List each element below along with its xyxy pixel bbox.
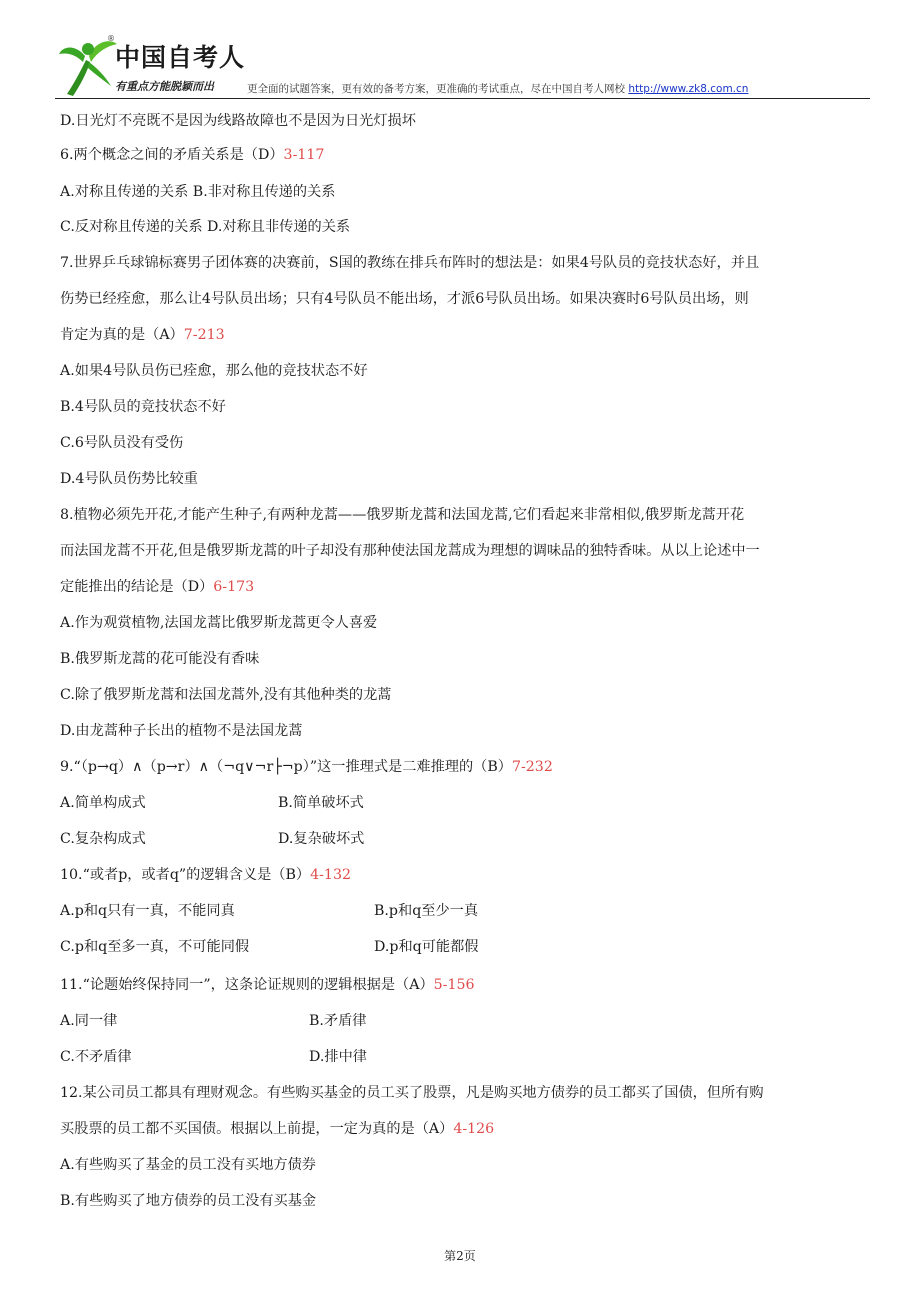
line-text: C.不矛盾律 bbox=[60, 1049, 132, 1065]
option-second-column: B.p和q至少一真 bbox=[374, 903, 479, 919]
registered-mark: ® bbox=[107, 34, 115, 43]
textbook-reference: 5-156 bbox=[433, 977, 475, 993]
line-text: C.反对称且传递的关系 D.对称且非传递的关系 bbox=[60, 219, 351, 235]
text-line bbox=[60, 434, 183, 452]
textbook-reference: 4-132 bbox=[310, 867, 352, 883]
text-line bbox=[60, 758, 553, 776]
text-line bbox=[60, 362, 368, 380]
line-text: 9.“（p→q）∧（p→r）∧（¬q∨¬r├¬p）”这一推理式是二难推理的（B） bbox=[60, 759, 512, 775]
line-text: D.4号队员伤势比较重 bbox=[60, 471, 198, 487]
line-text: C.p和q至多一真，不可能同假 bbox=[60, 939, 250, 955]
line-text: 10.“或者p，或者q”的逻辑含义是（B） bbox=[60, 867, 311, 883]
line-text: C.除了俄罗斯龙蒿和法国龙蒿外,没有其他种类的龙蒿 bbox=[60, 687, 392, 703]
text-line bbox=[60, 146, 324, 164]
line-text: 买股票的员工都不买国债。根据以上前提，一定为真的是（A） bbox=[60, 1121, 454, 1137]
text-line bbox=[60, 976, 475, 994]
line-text: B.有些购买了地方债券的员工没有买基金 bbox=[60, 1193, 317, 1209]
textbook-reference: 7-232 bbox=[511, 759, 553, 775]
page-number: 第2页 bbox=[444, 1249, 476, 1263]
text-line bbox=[60, 1048, 367, 1066]
text-line bbox=[60, 326, 225, 344]
logo-leaf-icon bbox=[55, 36, 121, 98]
option-second-column: D.复杂破坏式 bbox=[278, 831, 365, 847]
option-second-column: B.矛盾律 bbox=[309, 1013, 367, 1029]
textbook-reference: 3-117 bbox=[283, 147, 325, 163]
text-line bbox=[60, 794, 364, 812]
line-text: 6.两个概念之间的矛盾关系是（D） bbox=[60, 147, 284, 163]
text-line bbox=[60, 218, 350, 236]
line-text: A.作为观赏植物,法国龙蒿比俄罗斯龙蒿更令人喜爱 bbox=[60, 615, 378, 631]
logo-title: 中国自考人 bbox=[115, 43, 246, 72]
header-divider bbox=[55, 98, 870, 99]
line-text: 12.某公司员工都具有理财观念。有些购买基金的员工买了股票，凡是购买地方债券的员工都买了国债，但所有购 bbox=[60, 1085, 764, 1101]
line-text: 伤势已经痊愈，那么让4号队员出场；只有4号队员不能出场，才派6号队员出场。如果决赛时6号队员出场，则 bbox=[60, 291, 749, 307]
text-line bbox=[60, 542, 760, 560]
textbook-reference: 7-213 bbox=[183, 327, 225, 343]
line-text: D.由龙蒿种子长出的植物不是法国龙蒿 bbox=[60, 723, 303, 739]
line-text: A.p和q只有一真，不能同真 bbox=[60, 903, 235, 919]
text-line bbox=[60, 1084, 764, 1102]
text-line bbox=[60, 866, 351, 884]
text-line bbox=[60, 1012, 367, 1030]
line-text: 8.植物必须先开花,才能产生种子,有两种龙蒿——俄罗斯龙蒿和法国龙蒿,它们看起来非常相似,俄罗斯龙蒿开花 bbox=[60, 507, 745, 523]
option-second-column: B.简单破坏式 bbox=[278, 795, 364, 811]
text-line bbox=[60, 112, 416, 130]
text-line bbox=[60, 183, 335, 201]
text-line bbox=[60, 722, 302, 740]
line-text: A.对称且传递的关系 B.非对称且传递的关系 bbox=[60, 184, 336, 200]
line-text: 定能推出的结论是（D） bbox=[60, 579, 214, 595]
site-link[interactable]: http://www.zk8.com.cn bbox=[628, 83, 749, 95]
text-line bbox=[60, 506, 744, 524]
text-line bbox=[60, 1120, 494, 1138]
line-text: A.简单构成式 bbox=[60, 795, 146, 811]
text-line bbox=[60, 1156, 316, 1174]
text-line bbox=[60, 902, 479, 920]
header-tagline-row bbox=[247, 81, 748, 96]
line-text: 11.“论题始终保持同一”，这条论证规则的逻辑根据是（A） bbox=[60, 977, 434, 993]
text-line bbox=[60, 686, 392, 704]
text-line bbox=[60, 650, 259, 668]
line-text: B.4号队员的竞技状态不好 bbox=[60, 399, 226, 415]
option-second-column: D.p和q可能都假 bbox=[374, 939, 479, 955]
line-text: C.复杂构成式 bbox=[60, 831, 146, 847]
site-header bbox=[55, 30, 870, 102]
text-line bbox=[60, 470, 198, 488]
text-line bbox=[60, 398, 226, 416]
text-line bbox=[60, 938, 479, 956]
line-text: B.俄罗斯龙蒿的花可能没有香味 bbox=[60, 651, 260, 667]
text-line bbox=[60, 290, 749, 308]
line-text: 7.世界乒乓球锦标赛男子团体赛的决赛前，S国的教练在排兵布阵时的想法是：如果4号队员的竞技状态好，并且 bbox=[60, 255, 760, 271]
textbook-reference: 4-126 bbox=[453, 1121, 495, 1137]
option-second-column: D.排中律 bbox=[309, 1049, 367, 1065]
logo-slogan: 有重点方能脱颖而出 bbox=[115, 80, 214, 93]
line-text: 而法国龙蒿不开花,但是俄罗斯龙蒿的叶子却没有那种使法国龙蒿成为理想的调味品的独特香味。从以上论述中一 bbox=[60, 543, 760, 559]
line-text: C.6号队员没有受伤 bbox=[60, 435, 184, 451]
text-line bbox=[60, 254, 759, 272]
line-text: A.如果4号队员伤已痊愈，那么他的竞技状态不好 bbox=[60, 363, 368, 379]
line-text: A.同一律 bbox=[60, 1013, 118, 1029]
text-line bbox=[60, 578, 254, 596]
text-line bbox=[60, 1192, 316, 1210]
line-text: D.日光灯不亮既不是因为线路故障也不是因为日光灯损坏 bbox=[60, 113, 416, 129]
line-text: 肯定为真的是（A） bbox=[60, 327, 184, 343]
text-line bbox=[60, 830, 365, 848]
textbook-reference: 6-173 bbox=[213, 579, 255, 595]
header-tagline: 更全面的试题答案，更有效的备考方案，更准确的考试重点，尽在中国自考人网校 bbox=[247, 83, 625, 95]
text-line bbox=[60, 614, 377, 632]
line-text: A.有些购买了基金的员工没有买地方债券 bbox=[60, 1157, 316, 1173]
